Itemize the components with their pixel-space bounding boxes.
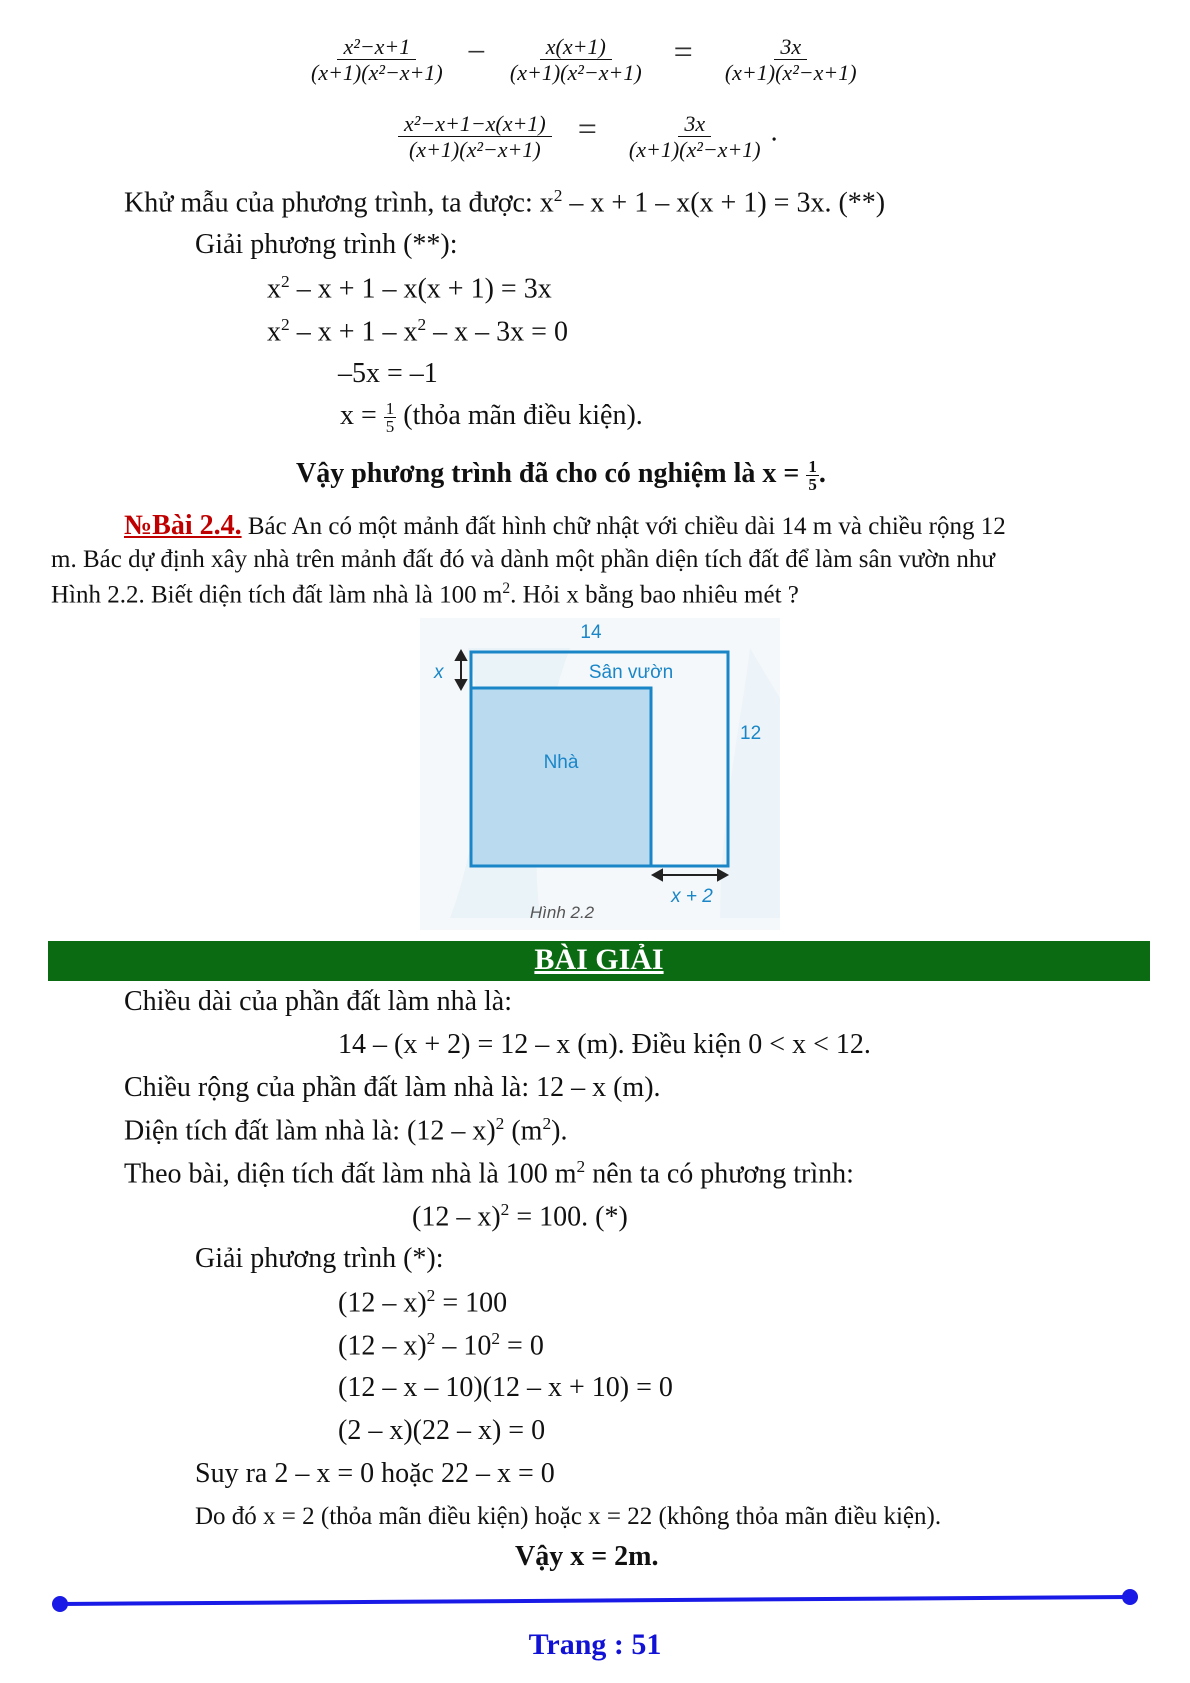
figure-2-2 — [420, 618, 780, 930]
equation-line-1 — [305, 34, 863, 86]
fraction-4: $\frac{\text{x²−x+1−x(x+1)}}{\text{(x+1)(x²−x+1)}}$ — [398, 111, 552, 163]
equals-sign: = — [673, 34, 693, 72]
math-line: (2 – x)(22 – x) = 0 — [338, 1415, 546, 1446]
fraction-one-fifth: $\frac{1}{5}$ — [385, 399, 395, 437]
label-san-vuon: Sân vườn — [588, 662, 674, 683]
final-answer: Vậy x = 2m. — [515, 1541, 659, 1572]
period: . — [770, 116, 778, 148]
footer-line — [60, 1597, 1130, 1604]
text-line: Chiều rộng của phần đất làm nhà là: 12 – x (m). — [124, 1072, 661, 1103]
minus-sign: − — [466, 34, 486, 72]
math-line: (12 – x)$^2$ = 100. (*) — [412, 1200, 628, 1233]
text-line: Giải phương trình (*): — [195, 1243, 444, 1274]
text-line: Theo bài, diện tích đất làm nhà là 100 $m^2$ nên ta có phương trình: — [124, 1157, 854, 1190]
text-line: Suy ra 2 – x = 0 hoặc 22 – x = 0 — [195, 1458, 555, 1489]
math-line: x = $\frac{1}{5}$ (thỏa mãn điều kiện). — [340, 399, 643, 437]
problem-line-1: №Bài 2.4. Bác An có một mảnh đất hình chữ nhật với chiều dài 14 m và chiều rộng 12 — [124, 510, 1006, 541]
label-x-plus-2: x + 2 — [671, 886, 713, 907]
text-line: Chiều dài của phần đất làm nhà là: — [124, 986, 512, 1017]
text-line: Do đó x = 2 (thỏa mãn điều kiện) hoặc x = 22 (không thỏa mãn điều kiện). — [195, 1503, 942, 1530]
fraction-3: $\frac{3x}{\text{(x+1)(x²−x+1)}}$ — [724, 34, 857, 86]
problem-label: №Bài 2.4. — [124, 510, 242, 541]
fraction-2: $\frac{x(x+1)}{\text{(x+1)(x²−x+1)}}$ — [509, 34, 642, 86]
label-14: 14 — [580, 622, 602, 643]
fraction-1: $\frac{\text{x²−x+1}}{\text{(x+1)(x²−x+1)}}$ — [311, 34, 443, 86]
banner-title: BÀI GIẢI — [534, 943, 664, 976]
math-line: –5x = –1 — [338, 358, 438, 389]
label-nha: Nhà — [543, 752, 579, 773]
label-x: x — [434, 662, 444, 683]
equation-line-2 — [398, 111, 778, 163]
problem-line-3: Hình 2.2. Biết diện tích đất làm nhà là 100 $m^2$. Hỏi x bằng bao nhiêu mét ? — [51, 580, 799, 609]
fraction-one-fifth: $\frac{1}{5}$ — [808, 457, 817, 495]
text-line: Khử mẫu của phương trình, ta được: $x^2 - x + 1 - x(x + 1) = 3x$. (**) — [124, 186, 886, 219]
equals-sign: = — [577, 111, 597, 149]
fraction-5: $\frac{3x}{\text{(x+1)(x²−x+1)}}$ — [628, 111, 761, 163]
math-line: 14 – (x + 2) = 12 – x (m). Điều kiện 0 < x < 12. — [338, 1029, 871, 1060]
text-line: Giải phương trình (**): — [195, 229, 458, 260]
text-line: Diện tích đất làm nhà là: (12 – x)$^2$ $(m^2)$. — [124, 1114, 568, 1147]
footer-dot-right — [1122, 1589, 1138, 1605]
problem-line-2: m. Bác dự định xây nhà trên mảnh đất đó và dành một phần diện tích đất để làm sân vườn như — [51, 546, 995, 573]
math-line: (12 – x)$^2$ = 100 — [338, 1286, 508, 1319]
label-12: 12 — [740, 723, 762, 744]
solution-banner — [48, 941, 1150, 981]
math-line: (12 – x – 10)(12 – x + 10) = 0 — [338, 1372, 673, 1403]
page-number: Trang : 51 — [528, 1628, 662, 1661]
footer-rule — [0, 1586, 1190, 1616]
math-line: $(12 - x)^2 - 10^2 = 0$ — [338, 1329, 544, 1362]
footer-dot-left — [52, 1596, 68, 1612]
house-rectangle — [471, 688, 651, 866]
conclusion-line: Vậy phương trình đã cho có nghiệm là x = $\frac{1}{5}$ . — [296, 457, 826, 495]
figure-caption: Hình 2.2 — [529, 903, 595, 922]
math-line: $x^2 - x + 1 - x^2 - x - 3x = 0$ — [267, 315, 568, 348]
math-line: $x^2 - x + 1 - x(x + 1) = 3x$ — [267, 272, 552, 305]
